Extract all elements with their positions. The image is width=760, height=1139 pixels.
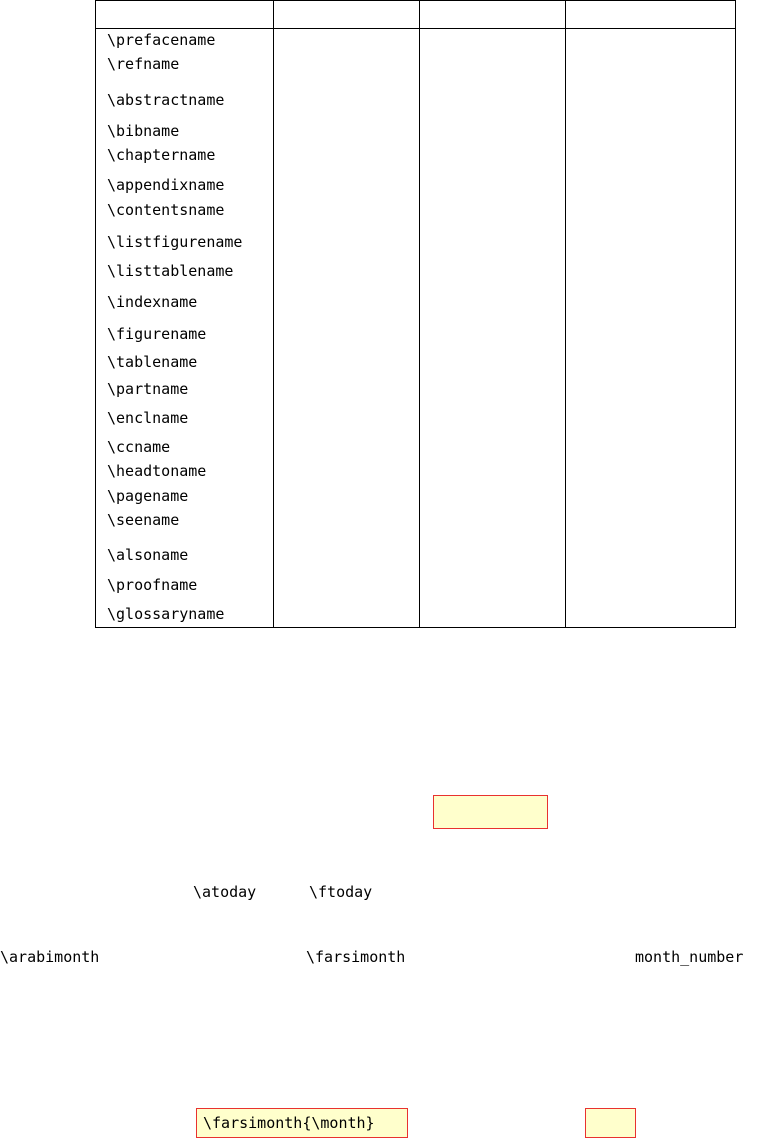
table-row-command: \glossaryname bbox=[107, 605, 225, 623]
table-header-rule bbox=[95, 28, 736, 29]
table-row-command: \enclname bbox=[107, 409, 189, 427]
month-number-argument: month_number bbox=[635, 948, 744, 966]
table-row-command: \ccname bbox=[107, 438, 171, 456]
table-row-command: \abstractname bbox=[107, 91, 225, 109]
example-code-box bbox=[196, 1108, 408, 1138]
table-row-command: \headtoname bbox=[107, 462, 207, 480]
table-row-command: \listfigurename bbox=[107, 233, 243, 251]
farsimonth-command: \farsimonth bbox=[306, 948, 406, 966]
table-col-rule-4 bbox=[735, 0, 736, 628]
table-row-command: \appendixname bbox=[107, 176, 225, 194]
table-col-rule-0 bbox=[95, 0, 96, 628]
table-row-command: \listtablename bbox=[107, 262, 234, 280]
table-bottom-rule bbox=[95, 627, 736, 628]
table-row-command: \refname bbox=[107, 55, 180, 73]
table-row-command: \proofname bbox=[107, 576, 198, 594]
table-row-command: \partname bbox=[107, 380, 189, 398]
table-row-command: \alsoname bbox=[107, 546, 189, 564]
table-row-command: \tablename bbox=[107, 353, 198, 371]
table-top-rule bbox=[95, 0, 736, 1]
arabimonth-command: \arabimonth bbox=[0, 948, 100, 966]
table-row-command: \chaptername bbox=[107, 146, 216, 164]
table-col-rule-2 bbox=[419, 0, 420, 628]
atoday-command: \atoday bbox=[193, 883, 257, 901]
table-row-command: \indexname bbox=[107, 293, 198, 311]
table-row-command: \prefacename bbox=[107, 31, 216, 49]
table-col-rule-3 bbox=[565, 0, 566, 628]
example-code: \farsimonth{\month} bbox=[203, 1114, 375, 1132]
ftoday-command: \ftoday bbox=[309, 883, 373, 901]
table-row-command: \bibname bbox=[107, 122, 180, 140]
table-row-command: \figurename bbox=[107, 325, 207, 343]
highlight-box bbox=[433, 795, 548, 829]
table-row-command: \contentsname bbox=[107, 201, 225, 219]
table-row-command: \pagename bbox=[107, 487, 189, 505]
table-col-rule-1 bbox=[273, 0, 274, 628]
commands-table bbox=[95, 0, 736, 628]
table-row-command: \seename bbox=[107, 511, 180, 529]
small-highlight-box bbox=[585, 1108, 636, 1138]
